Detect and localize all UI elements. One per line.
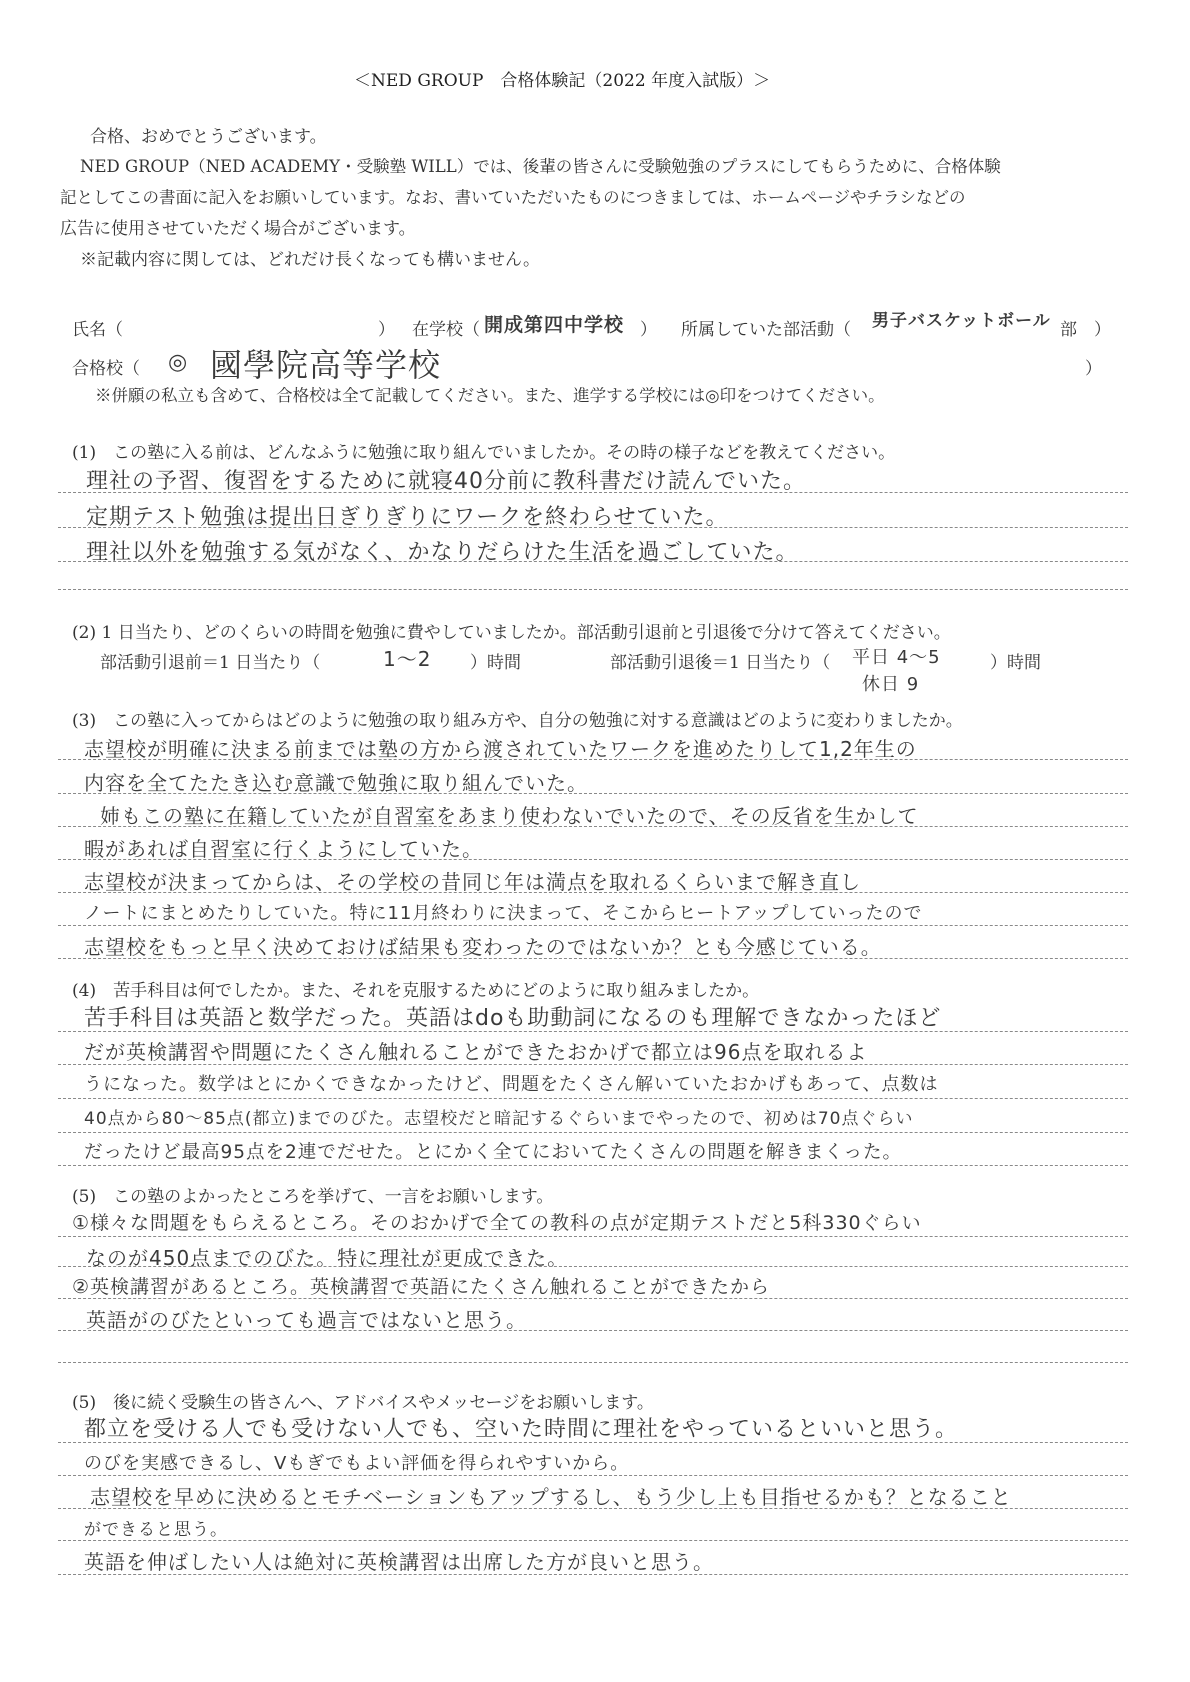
name-close: ）	[378, 320, 395, 340]
q3-answer-2: 内容を全てたたき込む意識で勉強に取り組んでいた。	[84, 771, 588, 795]
name-label: 氏名（	[72, 320, 123, 340]
q4-answer-4: 40点から80〜85点(都立)までのびた。志望校だと暗記するぐらいまでやったので、初めは70点ぐらい	[84, 1109, 914, 1129]
page-title: ＜NED GROUP 合格体験記（2022 年度入試版）＞	[354, 71, 771, 91]
q2-before-label: 部活動引退前＝1 日当たり（	[100, 653, 321, 673]
school-label: 在学校（	[412, 320, 480, 340]
q6-question: (5) 後に続く受験生の皆さんへ、アドバイスやメッセージをお願いします。	[72, 1393, 654, 1413]
q5-question: (5) この塾のよかったところを挙げて、一言をお願いします。	[72, 1187, 554, 1207]
q1-rule-4	[58, 589, 1128, 590]
q4-rule-3	[58, 1098, 1128, 1099]
q6-rule-5	[58, 1574, 1128, 1575]
q3-answer-4: 暇があれば自習室に行くようにしていた。	[84, 837, 483, 861]
q2-after-value-2: 休日 9	[862, 674, 920, 695]
q6-answer-2: のびを実感できるし、Vもぎでもよい評価を得られやすいから。	[84, 1453, 630, 1474]
q3-rule-3	[58, 826, 1128, 827]
passed-label: 合格校（	[72, 359, 140, 379]
q5-rule-2	[58, 1266, 1128, 1267]
q1-rule-1	[58, 492, 1128, 493]
passed-school-value: 國學院高等学校	[210, 346, 442, 384]
q3-answer-5: 志望校が決まってからは、その学校の昔同じ年は満点を取れるくらいまで解き直し	[84, 870, 861, 894]
q6-answer-3: 志望校を早めに決めるとモチベーションもアップするし、もう少し上も目指せるかも？となること	[90, 1485, 1012, 1509]
q3-rule-5	[58, 892, 1128, 893]
q2-after-value: 平日 4〜5	[852, 647, 941, 668]
q5-answer-2: なのが450点までのびた。特に理社が更成できた。	[86, 1246, 569, 1270]
q2-after-unit: ）時間	[990, 653, 1041, 673]
q3-answer-3: 姉もこの塾に在籍していたが自習室をあまり使わないでいたので、その反省を生かして	[100, 804, 919, 828]
q2-question: (2) 1 日当たり、どのくらいの時間を勉強に費やしていましたか。部活動引退前と引退後で分けて答えてください。	[72, 623, 951, 643]
club-suffix: 部 ）	[1060, 320, 1111, 340]
q5-rule-4	[58, 1330, 1128, 1331]
q6-answer-5: 英語を伸ばしたい人は絶対に英検講習は出席した方が良いと思う。	[84, 1550, 714, 1574]
q4-answer-5: だったけど最高95点を2連でだせた。とにかく全てにおいてたくさんの問題を解きまくった。	[84, 1142, 902, 1163]
q6-answer-1: 都立を受ける人でも受けない人でも、空いた時間に理社をやっているといいと思う。	[84, 1417, 959, 1442]
q4-question: (4) 苦手科目は何でしたか。また、それを克服するためにどのように取り組みましたか。	[72, 981, 760, 1001]
q5-answer-3: ②英検講習があるところ。英検講習で英語にたくさん触れることができたから	[72, 1276, 771, 1298]
intro-line-2: NED GROUP（NED ACADEMY・受験塾 WILL）では、後輩の皆さんに受験勉強のプラスにしてもらうために、合格体験	[80, 157, 1001, 176]
passed-note: ※併願の私立も含めて、合格校は全て記載してください。また、進学する学校には◎印をつけてください。	[95, 386, 885, 405]
q3-answer-7: 志望校をもっと早く決めておけば結果も変わったのではないか？とも今感じている。	[84, 935, 882, 959]
club-value: 男子バスケットボール	[872, 311, 1051, 331]
q4-rule-1	[58, 1031, 1128, 1032]
q1-rule-2	[58, 527, 1128, 528]
q1-rule-3	[58, 561, 1128, 562]
q3-answer-6: ノートにまとめたりしていた。特に11月終わりに決まって、そこからヒートアップしていったので	[84, 903, 923, 924]
school-close: ）	[640, 320, 657, 340]
school-value: 開成第四中学校	[484, 314, 625, 336]
q3-rule-2	[58, 793, 1128, 794]
q3-question: (3) この塾に入ってからはどのように勉強の取り組み方や、自分の勉強に対する意識はどのように変わりましたか。	[72, 711, 963, 731]
q6-rule-1	[58, 1442, 1128, 1443]
intro-line-3: 記としてこの書面に記入をお願いしています。なお、書いていただいたものにつきましては、ホームページやチラシなどの	[60, 188, 966, 207]
q3-answer-1: 志望校が明確に決まる前までは塾の方から渡されていたワークを進めたりして1,2年生の	[84, 737, 917, 761]
club-label: 所属していた部活動（	[681, 320, 851, 340]
intro-line-1: 合格、おめでとうございます。	[90, 127, 327, 147]
passed-mark: ◎	[168, 350, 189, 375]
q6-rule-4	[58, 1540, 1128, 1541]
q1-question: (1) この塾に入る前は、どんなふうに勉強に取り組んでいましたか。その時の様子などを教えてください。	[72, 443, 896, 463]
q5-answer-4: 英語がのびたといっても過言ではないと思う。	[86, 1308, 527, 1332]
q4-answer-2: だが英検講習や問題にたくさん触れることができたおかげで都立は96点を取れるよ	[84, 1040, 868, 1064]
q3-rule-4	[58, 859, 1128, 860]
q6-rule-3	[58, 1508, 1128, 1509]
q5-answer-1: ①様々な問題をもらえるところ。そのおかげで全ての教科の点が定期テストだと5科330ぐらい	[72, 1212, 922, 1234]
q4-rule-5	[58, 1165, 1128, 1166]
q2-after-label: 部活動引退後＝1 日当たり（	[610, 653, 831, 673]
q3-rule-7	[58, 958, 1128, 959]
q5-rule-5	[58, 1362, 1128, 1363]
q2-before-value: 1〜2	[383, 647, 432, 671]
q6-answer-4: ができると思う。	[84, 1520, 228, 1540]
passed-close: ）	[1085, 359, 1102, 379]
q1-answer-3: 理社以外を勉強する気がなく、かなりだらけた生活を過ごしていた。	[86, 540, 799, 565]
q4-answer-3: うになった。数学はとにかくできなかったけど、問題をたくさん解いていたおかげもあって、点数は	[84, 1074, 939, 1095]
q4-answer-1: 苦手科目は英語と数学だった。英語はdoも助動詞になるのも理解できなかったほど	[84, 1006, 942, 1031]
q1-answer-2: 定期テスト勉強は提出日ぎりぎりにワークを終わらせていた。	[86, 505, 729, 530]
q4-rule-4	[58, 1132, 1128, 1133]
q4-rule-2	[58, 1064, 1128, 1065]
q3-rule-1	[58, 759, 1128, 760]
intro-line-5: ※記載内容に関しては、どれだけ長くなっても構いません。	[80, 250, 541, 270]
q5-rule-3	[58, 1298, 1128, 1299]
intro-line-4: 広告に使用させていただく場合がございます。	[60, 219, 416, 239]
q2-before-unit: ）時間	[470, 653, 521, 673]
q5-rule-1	[58, 1236, 1128, 1237]
q1-answer-1: 理社の予習、復習をするために就寝40分前に教科書だけ読んでいた。	[86, 469, 806, 494]
q6-rule-2	[58, 1475, 1128, 1476]
q3-rule-6	[58, 925, 1128, 926]
